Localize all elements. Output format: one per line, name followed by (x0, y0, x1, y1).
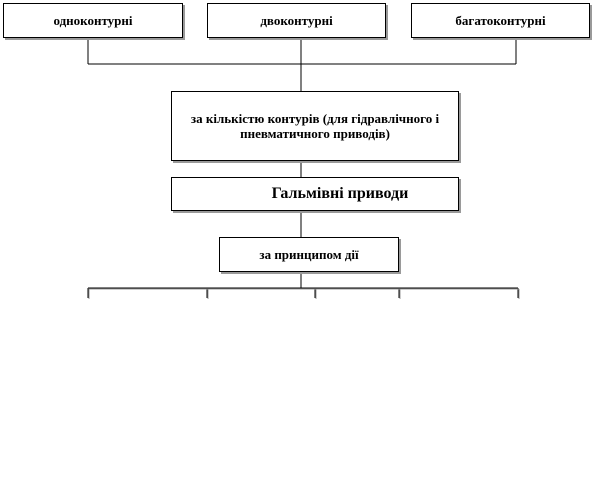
circuits-criterion-label: за кількістю контурів (для гідравлічного і пневматичного приводів) (190, 111, 440, 141)
operating-principle-box (219, 237, 399, 272)
operating-principle-label: за принципом дії (259, 247, 359, 262)
single-circuit-label: одноконтурні (53, 13, 133, 28)
brake-drives-title: Гальмівні приводи (271, 185, 409, 202)
brake-drives-box (171, 177, 459, 211)
multi-circuit-label: багатоконтурні (455, 13, 546, 28)
dual-circuit-label: двоконтурні (260, 13, 333, 28)
single-circuit-box (3, 3, 183, 38)
circuits-criterion-box (171, 91, 459, 161)
dual-circuit-box (207, 3, 386, 38)
multi-circuit-box (411, 3, 590, 38)
